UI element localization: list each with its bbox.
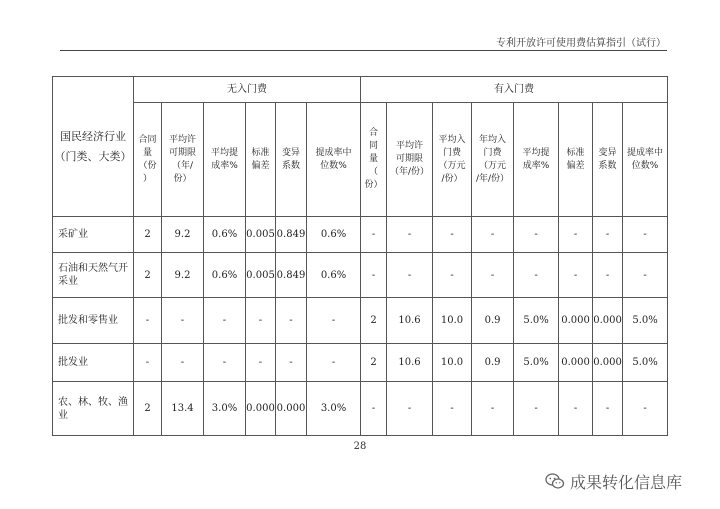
table-cell: 0.000 [276, 382, 307, 436]
table-cell: - [361, 382, 387, 436]
table-cell: 13.4 [162, 382, 204, 436]
col-header-coef-variation: 变异 系数 [276, 103, 307, 217]
col-header-contract-count: 合同 量 （份 ） [134, 103, 162, 217]
table-cell: - [623, 382, 668, 436]
table-cell: - [387, 382, 433, 436]
table-cell: - [593, 217, 623, 253]
table-cell: 0.000 [246, 382, 276, 436]
table-cell: 0.6% [307, 253, 361, 298]
table-row [53, 382, 668, 436]
entry-fee-group-header: 有入门费 [361, 77, 668, 103]
industry-label: 农、林、牧、渔 业 [53, 382, 134, 436]
col-header-contract-count: 合 同 量 （ 份） [361, 103, 387, 217]
table-cell: 0.005 [246, 253, 276, 298]
col-header-annual-entry-fee: 年均入 门费 （万元 /年/份） [472, 103, 514, 217]
table-cell: - [204, 344, 246, 382]
col-header-coef-variation: 变异 系数 [593, 103, 623, 217]
table-cell: 2 [361, 344, 387, 382]
table-cell: 10.0 [433, 344, 472, 382]
table-cell: 9.2 [162, 217, 204, 253]
table-cell: - [387, 217, 433, 253]
col-header-avg-license-term: 平均许 可期限 （年/份） [387, 103, 433, 217]
table-cell: 0.849 [276, 217, 307, 253]
industry-label: 石油和天然气开 采业 [53, 253, 134, 298]
table-cell: 0.9 [472, 344, 514, 382]
table-cell: - [276, 344, 307, 382]
table-row [53, 298, 668, 344]
table-cell: 0.6% [204, 217, 246, 253]
table-cell: - [246, 298, 276, 344]
table-cell: - [307, 298, 361, 344]
table-cell: - [514, 253, 559, 298]
table-cell: - [559, 382, 593, 436]
col-header-avg-license-term: 平均许 可期限 （年/ 份） [162, 103, 204, 217]
table-cell: - [361, 217, 387, 253]
table-cell: - [472, 382, 514, 436]
table-cell: - [204, 298, 246, 344]
page-number: 28 [353, 441, 367, 452]
table-cell: - [433, 217, 472, 253]
table-cell: 2 [134, 217, 162, 253]
table-cell: - [593, 382, 623, 436]
table-row [53, 217, 668, 253]
table-cell: - [559, 217, 593, 253]
table-cell: 2 [134, 382, 162, 436]
table-cell: - [134, 298, 162, 344]
table-cell: - [307, 344, 361, 382]
table-cell: - [276, 298, 307, 344]
table-cell: 5.0% [623, 298, 668, 344]
table-cell: 10.6 [387, 298, 433, 344]
table-cell: 0.000 [559, 298, 593, 344]
table-cell: - [514, 382, 559, 436]
table-cell: - [246, 344, 276, 382]
col-header-avg-royalty-rate: 平均提 成率% [514, 103, 559, 217]
table-cell: - [433, 382, 472, 436]
table-cell: 0.9 [472, 298, 514, 344]
col-header-std-deviation: 标准 偏差 [246, 103, 276, 217]
table-cell: 2 [134, 253, 162, 298]
watermark-text: 成果转化信息库 [570, 473, 683, 492]
table-cell: - [472, 217, 514, 253]
col-header-avg-royalty-rate: 平均提 成率% [204, 103, 246, 217]
document-header-title: 专利开放许可使用费估算指引（试行） [496, 38, 666, 49]
table-cell: - [559, 253, 593, 298]
table-cell: 0.849 [276, 253, 307, 298]
table-cell: 10.0 [433, 298, 472, 344]
table-cell: - [593, 253, 623, 298]
table-cell: - [361, 253, 387, 298]
table-cell: 0.6% [307, 217, 361, 253]
industry-column-header: 国民经济行业 （门类、大类） [53, 77, 134, 217]
table-cell: 0.000 [559, 344, 593, 382]
col-header-median-royalty-rate: 提成率中 位数% [307, 103, 361, 217]
table-cell: - [623, 253, 668, 298]
wechat-icon [545, 473, 565, 490]
industry-label: 采矿业 [53, 217, 134, 253]
table-cell: 5.0% [623, 344, 668, 382]
table-cell: - [387, 253, 433, 298]
col-header-std-deviation: 标准 偏差 [559, 103, 593, 217]
table-cell: - [162, 298, 204, 344]
table-row [53, 253, 668, 298]
table-cell: 0.6% [204, 253, 246, 298]
header-divider [60, 50, 667, 51]
table-cell: 10.6 [387, 344, 433, 382]
table-cell: - [514, 217, 559, 253]
table-cell: 5.0% [514, 298, 559, 344]
table-cell: 2 [361, 298, 387, 344]
table-cell: 9.2 [162, 253, 204, 298]
table-cell: - [623, 217, 668, 253]
watermark [545, 470, 682, 493]
industry-label: 批发业 [53, 344, 134, 382]
table-cell: - [472, 253, 514, 298]
license-fee-table [52, 76, 668, 436]
industry-label: 批发和零售业 [53, 298, 134, 344]
table-cell: 0.000 [593, 344, 623, 382]
table-cell: 5.0% [514, 344, 559, 382]
table-cell: 3.0% [307, 382, 361, 436]
table-row [53, 344, 668, 382]
table-cell: - [162, 344, 204, 382]
no-entry-fee-group-header: 无入门费 [134, 77, 361, 103]
table-cell: - [433, 253, 472, 298]
table-cell: 3.0% [204, 382, 246, 436]
table-cell: 0.000 [593, 298, 623, 344]
col-header-avg-entry-fee: 平均入 门费 （万元 /份） [433, 103, 472, 217]
table-cell: - [134, 344, 162, 382]
col-header-median-royalty-rate: 提成率中 位数% [623, 103, 668, 217]
table-cell: 0.005 [246, 217, 276, 253]
